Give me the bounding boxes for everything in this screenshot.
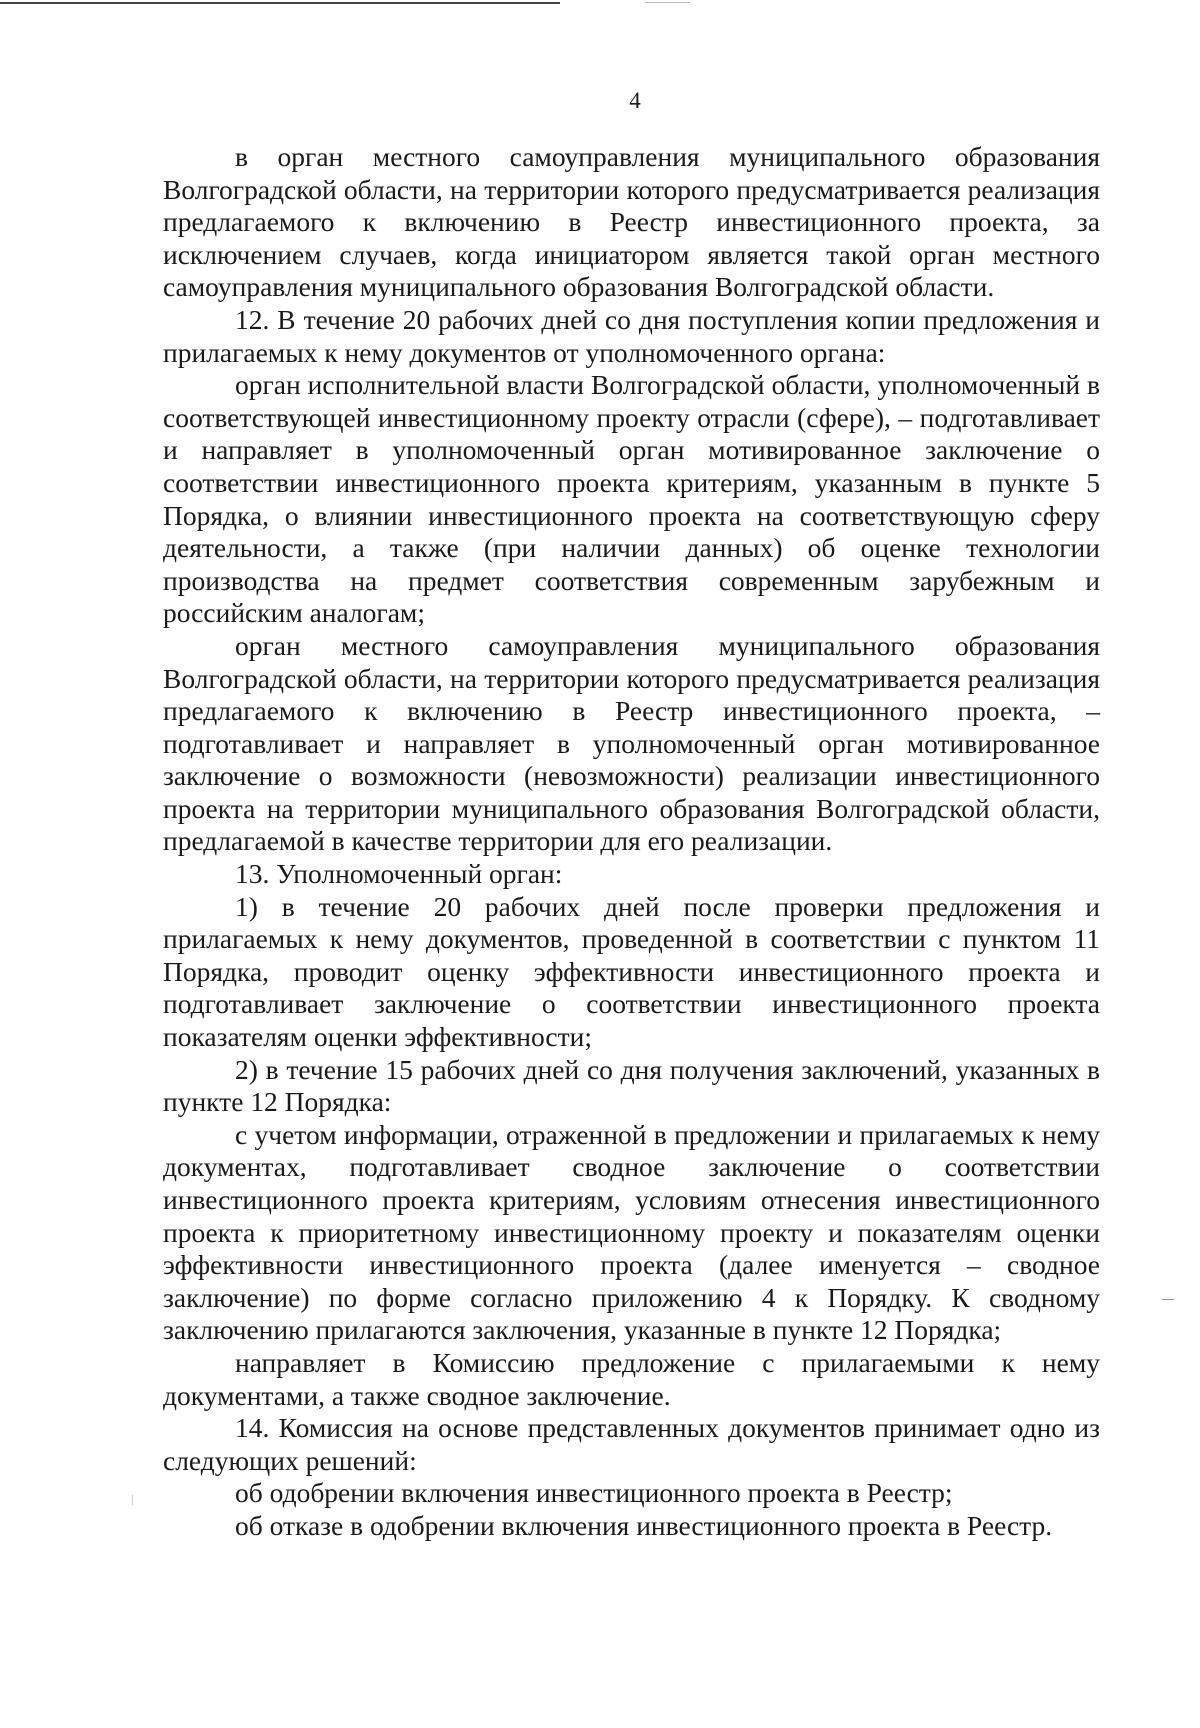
page-number: 4 (629, 88, 641, 113)
paragraph-13-item-1: 1) в течение 20 рабочих дней после проверки предложения и прилагаемых к нему документов, проведенной в соответствии с пунктом 11 Порядка, проводит оценку эффективности инвестиционного проекта и подготавливает заключение о соответствии инвестиционного проекта показателям оценки эффективности; (163, 890, 1100, 1053)
paragraph-13-item-2: 2) в течение 15 рабочих дней со дня получения заключений, указанных в пункте 12 Порядка: (163, 1053, 1100, 1118)
paragraph-14-decision-approve: об одобрении включения инвестиционного проекта в Реестр; (235, 1477, 953, 1509)
paragraph-11-continuation: в орган местного самоуправления муниципального образования Волгоградской области, на территории которого предусматривается реализация предлагаемого к включению в Реестр инвестиционного проекта, за исключением случаев, когда инициатором является такой орган местного самоуправления муниципального образования Волгоградской области. (163, 141, 1100, 303)
paragraph-13-item-2-send-to-commission: направляет в Комиссию предложение с прилагаемыми к нему документами, а также сводное заключение. (163, 1346, 1100, 1411)
scan-top-edge (0, 2, 560, 4)
paragraph-14-decision-refuse: об отказе в одобрении включения инвестиционного проекта в Реестр. (235, 1509, 1053, 1541)
paragraph-12: 12. В течение 20 рабочих дней со дня поступления копии предложения и прилагаемых к нему документов от уполномоченного органа: (163, 303, 1100, 368)
paragraph-14: 14. Комиссия на основе представленных документов принимает одно из следующих решений: (163, 1412, 1100, 1476)
paragraph-13: 13. Уполномоченный орган: (235, 858, 563, 890)
document-body (163, 141, 1100, 1543)
paragraph-12-local-authority: орган местного самоуправления муниципального образования Волгоградской области, на территории которого предусматривается реализация предлагаемого к включению в Реестр инвестиционного проекта, – подготавливает и направляет в уполномоченный орган мотивированное заключение о возможности (невозможности) реализации инвестиционного проекта на территории муниципального образования Волгоградской области, предлагаемой в качестве территории для его реализации. (163, 629, 1100, 857)
scan-top-edge-fragment (645, 2, 690, 3)
paragraph-12-executive-authority: орган исполнительной власти Волгоградской области, уполномоченный в соответствующей инвестиционному проекту отрасли (сфере), – подготавливает и направляет в уполномоченный орган мотивированное заключение о соответствии инвестиционного проекта критериям, указанным в пункте 5 Порядка, о влиянии инвестиционного проекта на соответствующую сферу деятельности, а также (при наличии данных) об оценке технологии производства на предмет соответствия современным зарубежным и российским аналогам; (163, 369, 1100, 629)
scan-artifact-mark (1162, 1299, 1174, 1300)
scan-artifact-mark-left (132, 1495, 133, 1505)
paragraph-13-item-2-consolidated-conclusion: с учетом информации, отраженной в предложении и прилагаемых к нему документах, подготавливает сводное заключение о соответствии инвестиционного проекта критериям, условиям отнесения инвестиционного проекта к приоритетному инвестиционному проекту и показателям оценки эффективности инвестиционного проекта (далее именуется – сводное заключение) по форме согласно приложению 4 к Порядку. К сводному заключению прилагаются заключения, указанные в пункте 12 Порядка; (163, 1118, 1100, 1346)
